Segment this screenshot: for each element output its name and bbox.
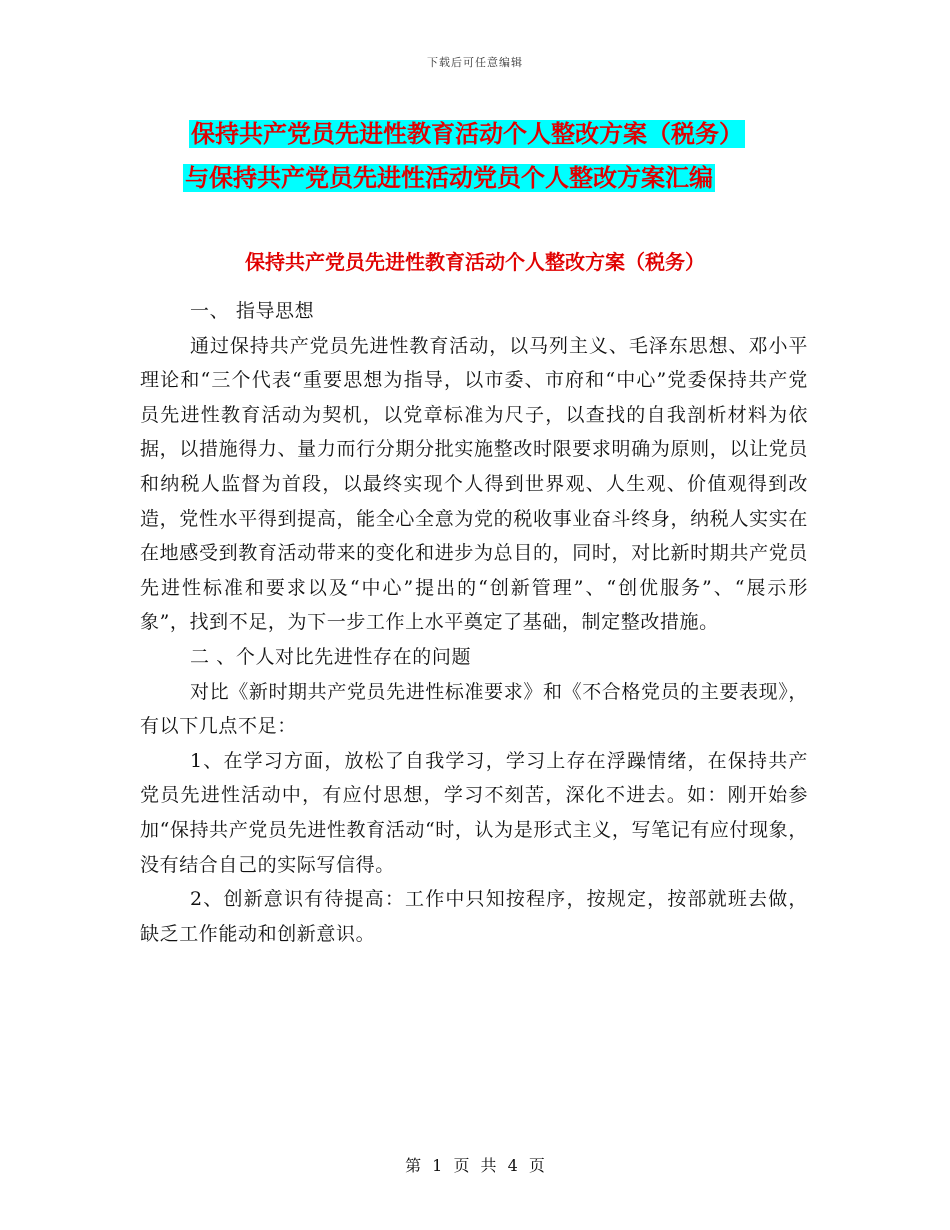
title-line-1 [0,112,950,156]
heading-problems: 二 、个人对比先进性存在的问题 [190,645,472,668]
page-footer: 第 1 页 共 4 页 [405,1156,545,1175]
paragraph-intro: 对比《新时期共产党员先进性标准要求》和《不合格党员的主要表现》，有以下几点不足： [140,680,808,738]
title-line-2-text: 与保持共产党员先进性活动党员个人整改方案汇编 [185,164,713,192]
header-note: 下载后可任意编辑 [427,56,523,69]
document-title [0,112,950,200]
title-line-2 [0,156,950,200]
paragraph-item-2: 2、创新意识有待提高：工作中只知按程序，按规定，按部就班去做，缺乏工作能动和创新意识。 [140,888,808,945]
title-line-1-text: 保持共产党员先进性教育活动个人整改方案（税务） [191,120,743,148]
paragraph-guiding-thought: 通过保持共产党员先进性教育活动，以马列主义、毛泽东思想、邓小平理论和“三个代表“重要思想为指导，以市委、市府和“中心”党委保持共产党员先进性教育活动为契机，以党章标准为尺子，以查找的自我剖析材料为依据，以措施得力、量力而行分期分批实施整改时限要求明确为原则，以让党员和纳税人监督为首段，以最终实现个人得到世界观、人生观、价值观得到改造，党性水平得到提高，能全心全意为党的税收事业奋斗终身，纳税人实实在在地感受到教育活动带来的变化和进步为总目的，同时，对比新时期共产党员先进性标准和要求以及“中心”提出的“创新管理”、“创优服务”、“展示形象”，找到不足，为下一步工作上水平奠定了基础，制定整改措施。 [140,334,808,634]
heading-guiding-thought: 一、 指导思想 [190,300,315,322]
section-title: 保持共产党员先进性教育活动个人整改方案（税务） [245,250,705,274]
document-body [140,294,808,951]
paragraph-item-1: 1、在学习方面，放松了自我学习，学习上存在浮躁情绪，在保持共产党员先进性活动中，有应付思想，学习不刻苦，深化不进去。如：刚开始参加“保持共产党员先进性教育活动“时，认为是形式主义，写笔记有应付现象，没有结合自己的实际写信得。 [140,749,808,876]
